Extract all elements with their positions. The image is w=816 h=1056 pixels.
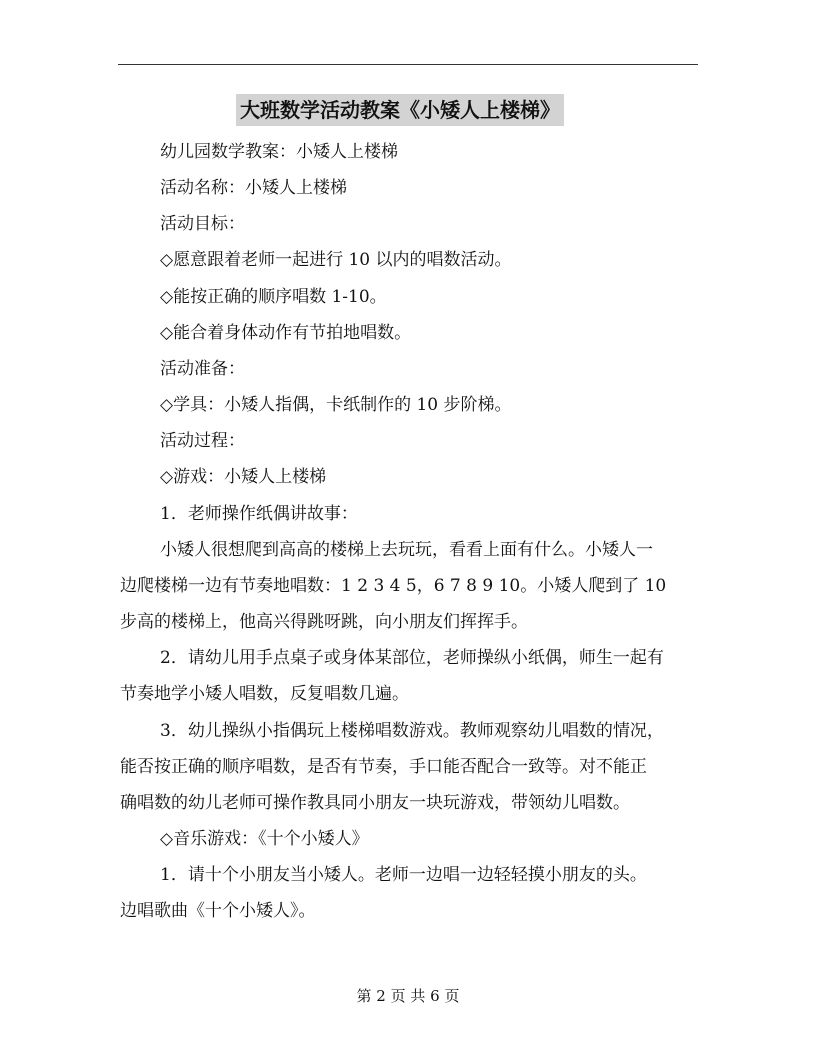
body-line: 1．老师操作纸偶讲故事： <box>160 504 358 524</box>
body-line: 边爬楼梯一边有节奏地唱数：1 2 3 4 5，6 7 8 9 10。小矮人爬到了 10 <box>120 576 667 596</box>
body-line: ◇能合着身体动作有节拍地唱数。 <box>160 323 412 343</box>
body-line: 边唱歌曲《十个小矮人》。 <box>120 901 316 921</box>
body-line: 节奏地学小矮人唱数，反复唱数几遍。 <box>120 684 409 704</box>
body-line: ◇愿意跟着老师一起进行 10 以内的唱数活动。 <box>160 250 512 270</box>
body-line: 1．请十个小朋友当小矮人。老师一边唱一边轻轻摸小朋友的头。 <box>160 865 647 885</box>
body-line: 活动名称：小矮人上楼梯 <box>160 178 347 198</box>
page-footer: 第 2 页 共 6 页 <box>356 987 460 1005</box>
document-title: 大班数学活动教案《小矮人上楼梯》 <box>236 94 564 126</box>
body-line: 活动过程： <box>160 431 245 451</box>
body-line: 步高的楼梯上，他高兴得跳呀跳，向小朋友们挥挥手。 <box>120 612 528 632</box>
body-line: 能否按正确的顺序唱数，是否有节奏，手口能否配合一致等。对不能正 <box>120 757 647 777</box>
body-line: 小矮人很想爬到高高的楼梯上去玩玩，看看上面有什么。小矮人一 <box>160 540 653 560</box>
body-line: 幼儿园数学教案：小矮人上楼梯 <box>160 142 398 162</box>
header-rule <box>118 64 698 65</box>
body-line: ◇音乐游戏：《十个小矮人》 <box>160 829 369 849</box>
body-line: 活动目标： <box>160 214 245 234</box>
body-line: 活动准备： <box>160 359 245 379</box>
body-line: ◇能按正确的顺序唱数 1-10。 <box>160 287 387 307</box>
body-line: ◇学具：小矮人指偶，卡纸制作的 10 步阶梯。 <box>160 395 512 415</box>
body-line: ◇游戏：小矮人上楼梯 <box>160 467 327 487</box>
body-line: 确唱数的幼儿老师可操作教具同小朋友一块玩游戏，带领幼儿唱数。 <box>120 793 630 813</box>
body-line: 2．请幼儿用手点桌子或身体某部位，老师操纵小纸偶，师生一起有 <box>160 648 664 668</box>
body-line: 3．幼儿操纵小指偶玩上楼梯唱数游戏。教师观察幼儿唱数的情况， <box>160 721 664 741</box>
